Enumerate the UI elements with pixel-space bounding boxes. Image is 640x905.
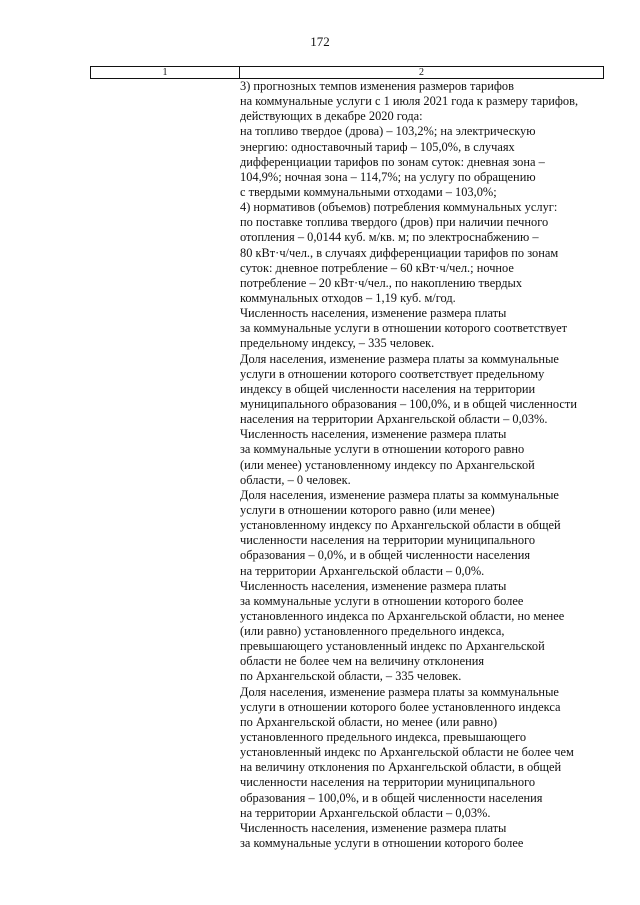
text-line: муниципального образования – 100,0%, и в общей численности bbox=[240, 396, 577, 411]
table-header-col-2: 2 bbox=[419, 67, 424, 78]
text-line: предельному индексу, – 335 человек. bbox=[240, 336, 435, 351]
text-line: услуги в отношении которого равно (или менее) bbox=[240, 502, 495, 517]
text-line: за коммунальные услуги в отношении которого более bbox=[240, 836, 524, 851]
text-line: установленного предельного индекса, превышающего bbox=[240, 730, 527, 745]
text-line: 4) нормативов (объемов) потребления коммунальных услуг: bbox=[240, 200, 558, 215]
text-line: на топливо твердое (дрова) – 103,2%; на электрическую bbox=[240, 124, 536, 139]
text-line: суток: дневное потребление – 60 кВт·ч/чел.; ночное bbox=[240, 260, 514, 275]
text-line: дифференциации тарифов по зонам суток: дневная зона – bbox=[240, 154, 545, 169]
text-line: отопления – 0,0144 куб. м/кв. м; по электроснабжению – bbox=[240, 230, 539, 245]
text-line: потребление – 20 кВт·ч/чел., по накоплению твердых bbox=[240, 275, 523, 290]
text-line: по Архангельской области, – 335 человек. bbox=[240, 669, 462, 684]
text-line: Численность населения, изменение размера платы bbox=[240, 578, 507, 593]
text-line: на величину отклонения по Архангельской области, в общей bbox=[240, 760, 562, 775]
text-line: численности населения на территории муниципального bbox=[240, 775, 536, 790]
text-line: Доля населения, изменение размера платы за коммунальные bbox=[240, 351, 559, 366]
text-line: установленному индексу по Архангельской области в общей bbox=[240, 518, 561, 533]
text-line: по Архангельской области, но менее (или равно) bbox=[240, 714, 498, 729]
text-line: образования – 100,0%, и в общей численности населения bbox=[240, 790, 543, 805]
table-header-col-1: 1 bbox=[91, 67, 240, 78]
text-line: образования – 0,0%, и в общей численности населения bbox=[240, 548, 531, 563]
document-body-text bbox=[240, 79, 610, 851]
text-line: Численность населения, изменение размера платы bbox=[240, 306, 507, 321]
table-header-row bbox=[90, 66, 604, 79]
text-line: области, – 0 человек. bbox=[240, 472, 351, 487]
text-line: услуги в отношении которого более установленного индекса bbox=[240, 699, 561, 714]
text-line: Доля населения, изменение размера платы за коммунальные bbox=[240, 684, 559, 699]
text-line: по поставке топлива твердого (дров) при наличии печного bbox=[240, 215, 549, 230]
text-line: Численность населения, изменение размера платы bbox=[240, 427, 507, 442]
text-line: действующих в декабре 2020 года: bbox=[240, 109, 423, 124]
text-line: 80 кВт·ч/чел., в случаях дифференциации тарифов по зонам bbox=[240, 245, 559, 260]
text-line: Численность населения, изменение размера платы bbox=[240, 820, 507, 835]
text-line: населения на территории Архангельской области – 0,03%. bbox=[240, 412, 548, 427]
text-line: за коммунальные услуги в отношении которого соответствует bbox=[240, 321, 568, 336]
text-line: энергию: одноставочный тариф – 105,0%, в случаях bbox=[240, 139, 515, 154]
text-line: превышающего установленный индекс по Архангельской bbox=[240, 639, 545, 654]
text-line: (или равно) установленного предельного индекса, bbox=[240, 624, 505, 639]
text-line: (или менее) установленному индексу по Архангельской bbox=[240, 457, 535, 472]
text-line: Доля населения, изменение размера платы за коммунальные bbox=[240, 487, 559, 502]
text-line: установленный индекс по Архангельской области не более чем bbox=[240, 745, 574, 760]
text-line: установленного индекса по Архангельской области, но менее bbox=[240, 608, 565, 623]
text-line: области не более чем на величину отклонения bbox=[240, 654, 485, 669]
page-number: 172 bbox=[310, 34, 330, 49]
text-line: за коммунальные услуги в отношении которого более bbox=[240, 593, 524, 608]
text-line: на территории Архангельской области – 0,0%. bbox=[240, 563, 485, 578]
text-line: на коммунальные услуги с 1 июля 2021 года к размеру тарифов, bbox=[240, 94, 579, 109]
text-line: за коммунальные услуги в отношении которого равно bbox=[240, 442, 525, 457]
text-line: 104,9%; ночная зона – 114,7%; на услугу по обращению bbox=[240, 169, 536, 184]
text-line: с твердыми коммунальными отходами – 103,0%; bbox=[240, 184, 497, 199]
text-line: 3) прогнозных темпов изменения размеров тарифов bbox=[240, 79, 514, 93]
text-line: коммунальных отходов – 1,19 куб. м/год. bbox=[240, 290, 456, 305]
text-line: численности населения на территории муниципального bbox=[240, 533, 536, 548]
text-line: индексу в общей численности населения на территории bbox=[240, 381, 536, 396]
text-line: услуги в отношении которого соответствует предельному bbox=[240, 366, 545, 381]
text-line: на территории Архангельской области – 0,03%. bbox=[240, 805, 491, 820]
